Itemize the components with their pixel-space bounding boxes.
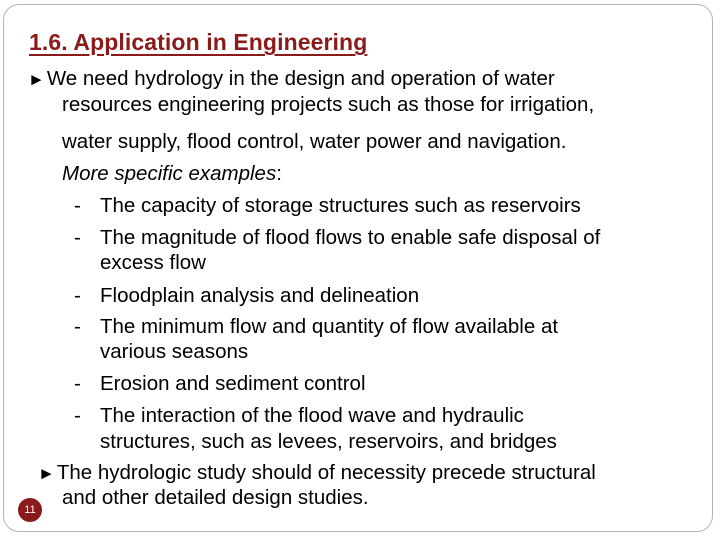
example-minimum-flow [74,315,558,339]
dash-marker: - [74,315,81,338]
example-flood-flows-text: The magnitude of flood flows to enable safe disposal of [100,226,601,249]
examples-suffix: : [276,162,282,185]
bullet-2-line-1 [38,461,596,486]
examples-label: More specific examples [62,162,277,185]
example-floodplain [74,284,419,308]
example-minimum-flow-text: The minimum flow and quantity of flow available at [100,315,559,338]
example-capacity [74,194,581,218]
bullet-2-line-2: and other detailed design studies. [62,486,369,509]
slide-title: 1.6. Application in Engineering [29,29,368,55]
dash-marker: - [74,372,81,395]
dash-marker: - [74,404,81,427]
dash-marker: - [74,284,81,307]
dash-marker: - [74,226,81,249]
bullet-1-line-2: resources engineering projects such as those for irrigation, [62,93,595,116]
dash-marker: - [74,194,81,217]
example-minimum-flow-continued: various seasons [100,340,249,363]
example-flood-flows-continued: excess flow [100,251,206,274]
bullet-1-text-1: We need hydrology in the design and operation of water [46,67,555,90]
bullet-1-line-3: water supply, flood control, water power and navigation. [62,130,567,153]
slide-number-badge: 11 [18,498,42,522]
example-capacity-text: The capacity of storage structures such as reservoirs [100,194,581,217]
example-erosion-text: Erosion and sediment control [100,372,366,395]
bullet-arrow-icon: ► [38,464,55,483]
example-interaction [74,404,524,428]
example-floodplain-text: Floodplain analysis and delineation [100,284,420,307]
example-interaction-continued: structures, such as levees, reservoirs, and bridges [100,430,557,453]
example-erosion [74,372,366,396]
examples-heading [62,162,282,186]
bullet-arrow-icon: ► [28,70,45,89]
bullet-1-line-1 [28,67,555,92]
example-flood-flows [74,226,600,250]
example-interaction-text: The interaction of the flood wave and hydraulic [100,404,524,427]
bullet-2-text-1: The hydrologic study should of necessity precede structural [56,461,596,484]
